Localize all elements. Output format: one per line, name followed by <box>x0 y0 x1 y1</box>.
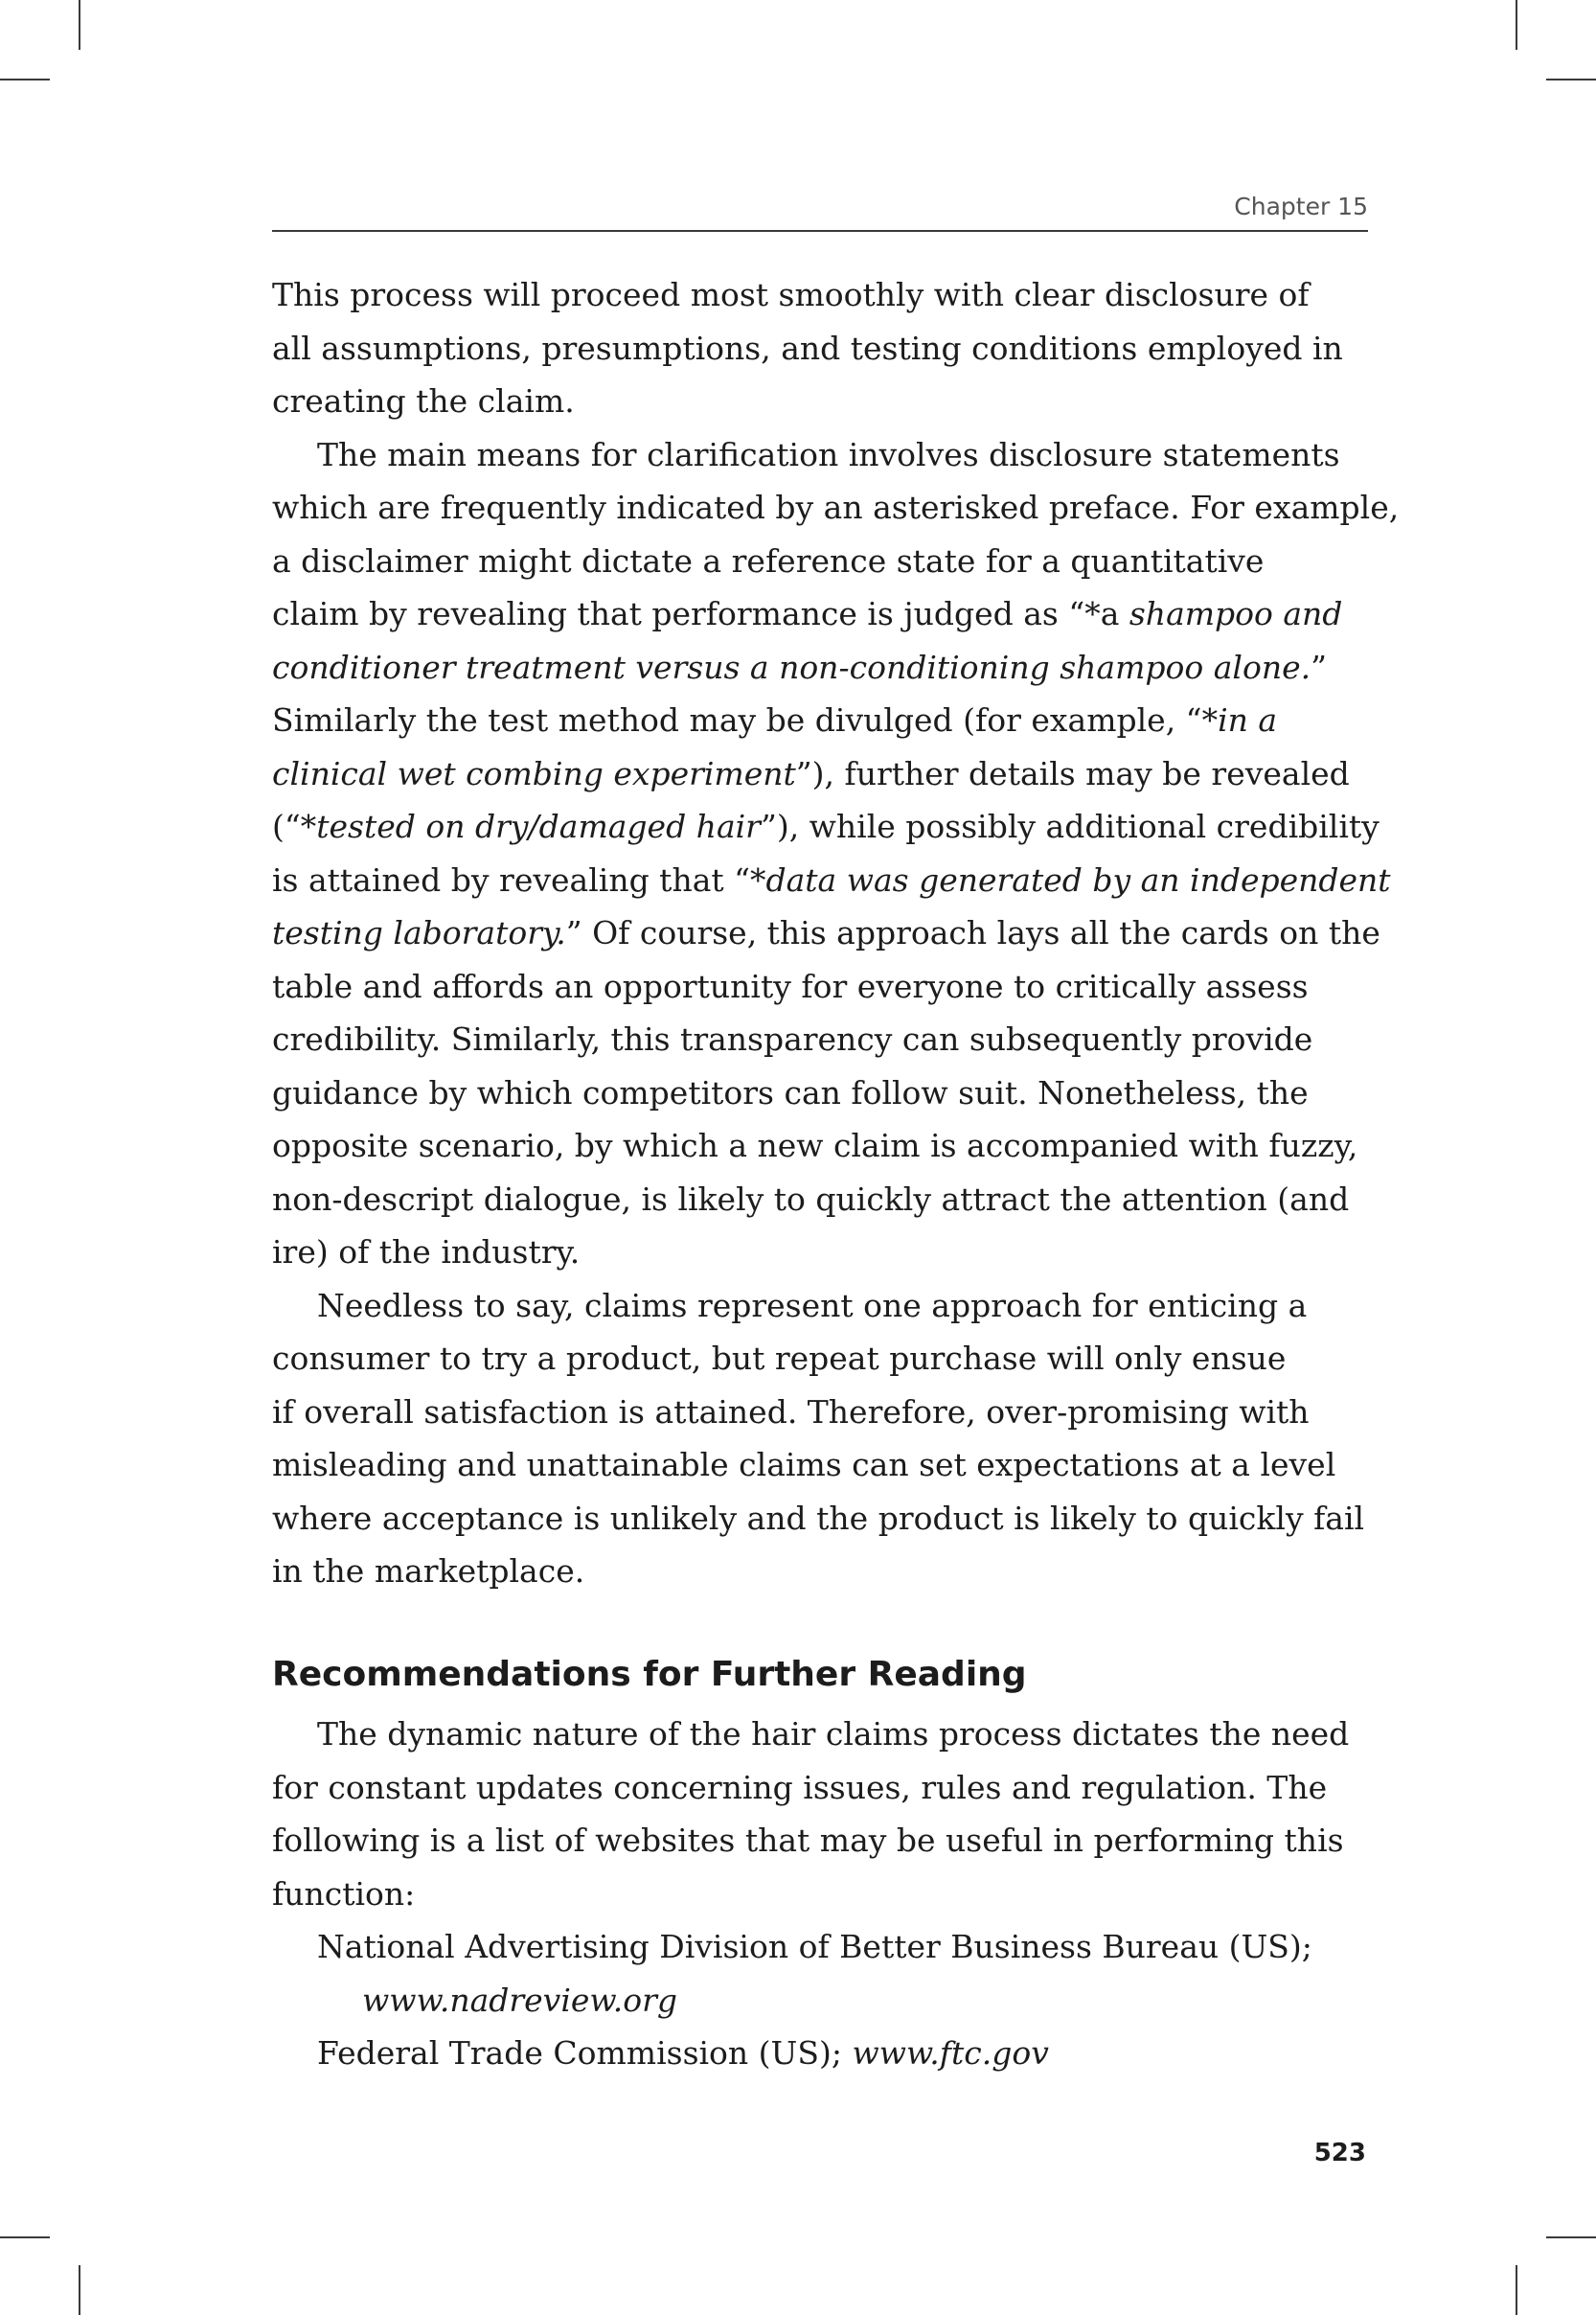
text-line: in the marketplace. <box>272 1552 585 1590</box>
text-line <box>272 800 1379 854</box>
body-text <box>272 268 1400 1598</box>
intro-paragraph <box>272 1708 1368 1920</box>
text-run: (“ <box>272 808 301 845</box>
text-line <box>272 906 1380 960</box>
text-line: guidance by which competitors can follow suit. Nonetheless, the <box>272 1073 1309 1112</box>
reference-name: National Advertising Division of Better Business Bureau (US); <box>317 1928 1312 1965</box>
italic-run: *data was generated by an independent <box>750 860 1391 899</box>
text-line <box>272 854 1391 907</box>
crop-mark-top-right-h <box>1546 79 1596 80</box>
reference-entry-ftc <box>272 2027 1368 2080</box>
crop-mark-bottom-right <box>1516 2265 1517 2315</box>
text-line: non-descript dialogue, is likely to quickly attract the attention (and <box>272 1180 1350 1218</box>
crop-mark-top-left <box>79 0 80 50</box>
reference-url: www.nadreview.org <box>362 1981 677 2019</box>
italic-run: shampoo and <box>1129 595 1343 632</box>
crop-mark-top-left-h <box>0 79 50 80</box>
text-line <box>272 2027 1368 2080</box>
text-run: ” Of course, this approach lays all the cards on the <box>565 914 1380 951</box>
running-head <box>272 186 1368 232</box>
text-line: where acceptance is unlikely and the product is likely to quickly fail <box>272 1499 1365 1537</box>
text-line: all assumptions, presumptions, and testing conditions employed in <box>272 329 1343 367</box>
text-line: if overall satisfaction is attained. Therefore, over-promising with <box>272 1392 1310 1431</box>
text-run: ”), further details may be revealed <box>795 754 1350 792</box>
text-line: creating the claim. <box>272 382 575 420</box>
chapter-label: Chapter 15 <box>1234 193 1368 220</box>
text-run: claim by revealing that performance is judged as “*a <box>272 595 1129 632</box>
section-heading: Recommendations for Further Reading <box>272 1655 1027 1694</box>
text-run: ” <box>1311 648 1327 686</box>
page-number: 523 <box>1313 2139 1366 2167</box>
crop-mark-bottom-right-h <box>1546 2236 1596 2238</box>
paragraph-2 <box>272 428 1400 1279</box>
text-line <box>272 694 1368 747</box>
reference-entry-nad <box>272 1920 1368 2027</box>
text-run: ”), while possibly additional credibility <box>760 808 1379 845</box>
text-line: The main means for clarification involves disclosure statements <box>317 435 1340 473</box>
text-line: table and affords an opportunity for everyone to critically assess <box>272 967 1309 1005</box>
crop-mark-top-right <box>1516 0 1517 50</box>
text-line: a disclaimer might dictate a reference state for a quantitative <box>272 541 1265 580</box>
text-line: for constant updates concerning issues, rules and regulation. The <box>272 1768 1328 1806</box>
italic-run: clinical wet combing experiment <box>272 754 796 792</box>
text-line: misleading and unattainable claims can set expectations at a level <box>272 1446 1336 1483</box>
italic-run: *in a <box>1201 701 1278 739</box>
text-line: which are frequently indicated by an asterisked preface. For example, <box>272 489 1400 526</box>
text-line: function: <box>272 1874 416 1913</box>
text-line: Needless to say, claims represent one approach for enticing a <box>317 1286 1308 1324</box>
italic-run: *tested on dry/damaged hair <box>300 808 761 845</box>
text-line <box>272 587 1368 641</box>
paragraph-1 <box>272 268 1368 428</box>
text-line: The dynamic nature of the hair claims process dictates the need <box>317 1715 1350 1753</box>
text-line: following is a list of websites that may be useful in performing this <box>272 1822 1344 1859</box>
text-line: ire) of the industry. <box>272 1233 581 1271</box>
text-line: consumer to try a product, but repeat purchase will only ensue <box>272 1340 1287 1377</box>
text-line: This process will proceed most smoothly with clear disclosure of <box>272 276 1310 313</box>
text-line <box>272 641 1368 695</box>
paragraph-3 <box>272 1279 1368 1598</box>
crop-mark-bottom-left <box>79 2265 80 2315</box>
text-line: opposite scenario, by which a new claim is accompanied with fuzzy, <box>272 1127 1358 1164</box>
italic-run: testing laboratory. <box>272 914 566 951</box>
text-line: credibility. Similarly, this transparency can subsequently provide <box>272 1020 1313 1058</box>
reference-name: Federal Trade Commission (US); <box>317 2034 853 2072</box>
further-reading <box>272 1708 1368 2080</box>
text-run: is attained by revealing that “ <box>272 860 750 899</box>
text-line <box>272 747 1368 801</box>
text-run: Similarly the test method may be divulged (for example, “ <box>272 701 1202 739</box>
reference-url: www.ftc.gov <box>852 2034 1049 2072</box>
crop-mark-bottom-left-h <box>0 2236 50 2238</box>
italic-run: conditioner treatment versus a non-conditioning shampoo alone. <box>272 648 1311 686</box>
